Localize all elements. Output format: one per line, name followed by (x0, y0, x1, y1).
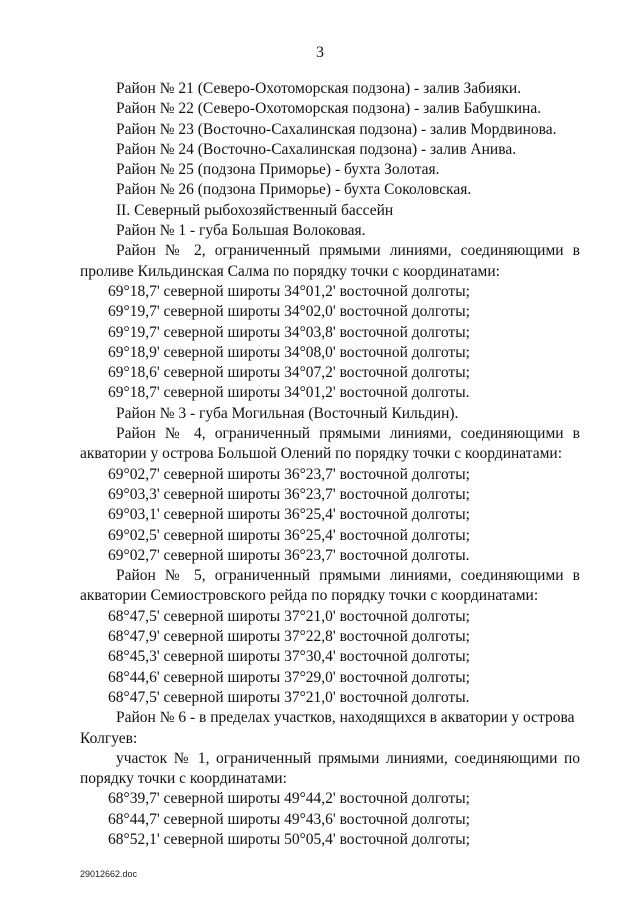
text-line: Район № 5, ограниченный прямыми линиями, соединяющими в (116, 567, 580, 585)
text-line: акватории Семиостровского рейда по порядку точки с координатами: (80, 587, 539, 605)
text-line: акватории у острова Большой Олений по порядку точки с координатами: (80, 445, 563, 463)
text-line: 68°52,1' северной широты 50°05,4' восточной долготы; (108, 830, 470, 848)
document-body (80, 79, 580, 850)
text-line: Район № 6 - в пределах участков, находящихся в акватории у острова (116, 709, 575, 727)
text-line: Район № 24 (Восточно-Сахалинская подзона) - залив Анива. (116, 140, 517, 158)
text-line: 69°02,7' северной широты 36°23,7' восточной долготы; (108, 465, 470, 483)
text-line: 69°02,5' северной широты 36°25,4' восточной долготы; (108, 526, 470, 544)
text-line: 68°45,3' северной широты 37°30,4' восточной долготы; (108, 648, 470, 666)
text-line: 69°03,3' северной широты 36°23,7' восточной долготы; (108, 485, 470, 503)
text-line: Район № 22 (Северо-Охотоморская подзона) - залив Бабушкина. (116, 100, 542, 118)
text-line: 69°18,7' северной широты 34°01,2' восточной долготы; (108, 282, 470, 300)
text-line: 69°18,6' северной широты 34°07,2' восточной долготы; (108, 364, 470, 382)
text-line: 68°44,7' северной широты 49°43,6' восточной долготы; (108, 810, 470, 828)
text-line: 69°18,7' северной широты 34°01,2' восточной долготы. (108, 384, 470, 402)
text-line: Район № 26 (подзона Приморье) - бухта Соколовская. (116, 181, 472, 199)
text-line: Район № 2, ограниченный прямыми линиями, соединяющими в (116, 242, 580, 260)
text-line: 68°44,6' северной широты 37°29,0' восточной долготы; (108, 668, 470, 686)
text-line: II. Северный рыбохозяйственный бассейн (116, 201, 394, 219)
text-line: 68°47,5' северной широты 37°21,0' восточной долготы; (108, 607, 470, 625)
text-line: Район № 4, ограниченный прямыми линиями, соединяющими в (116, 425, 580, 443)
text-line: Район № 23 (Восточно-Сахалинская подзона) - залив Мордвинова. (116, 120, 557, 138)
text-line: Район № 3 - губа Могильная (Восточный Кильдин). (116, 404, 459, 422)
page-number: 3 (316, 44, 324, 61)
text-line: участок № 1, ограниченный прямыми линиями, соединяющими по (116, 749, 580, 767)
text-line: 69°19,7' северной широты 34°02,0' восточной долготы; (108, 303, 470, 321)
text-line: порядку точки с координатами: (80, 770, 287, 788)
text-line: Колгуев: (80, 729, 138, 747)
text-line: 69°03,1' северной широты 36°25,4' восточной долготы; (108, 506, 470, 524)
text-line: 69°18,9' северной широты 34°08,0' восточной долготы; (108, 343, 470, 361)
text-line: 68°47,9' северной широты 37°22,8' восточной долготы; (108, 628, 470, 646)
text-line: 69°19,7' северной широты 34°03,8' восточной долготы; (108, 323, 470, 341)
text-line: 69°02,7' северной широты 36°23,7' восточной долготы. (108, 546, 470, 564)
text-line: Район № 1 - губа Большая Волоковая. (116, 222, 366, 240)
document-footer-id: 29012662.doc (80, 869, 138, 879)
text-line: 68°39,7' северной широты 49°44,2' восточной долготы; (108, 790, 470, 808)
text-line: Район № 25 (подзона Приморье) - бухта Золотая. (116, 161, 440, 179)
text-line: 68°47,5' северной широты 37°21,0' восточной долготы. (108, 688, 470, 706)
text-line: проливе Кильдинская Салма по порядку точки с координатами: (80, 262, 500, 280)
text-line: Район № 21 (Северо-Охотоморская подзона) - залив Забияки. (116, 80, 522, 97)
